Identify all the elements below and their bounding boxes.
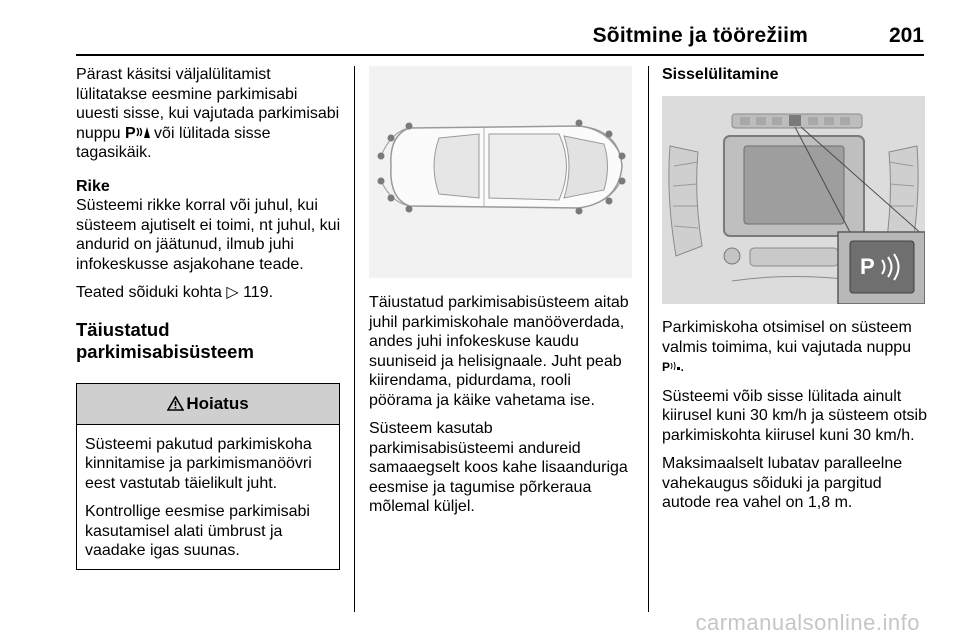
parking-button-icon: P <box>662 360 680 374</box>
text-line: parkimisabisüsteemi andureid <box>369 439 581 457</box>
text-line: juhil parkimiskohale manööverdada, <box>369 313 625 331</box>
column-1 <box>76 65 346 570</box>
text-line: andurid on jäätunud, ilmub juhi <box>76 236 294 253</box>
text-line: süsteem ajutiselt ei toimi, nt juhul, kui <box>76 216 341 234</box>
description-paragraph <box>369 293 637 410</box>
section-heading: Täiustatud parkimisabisüsteem <box>76 318 254 362</box>
text-line: või lülitada sisse <box>149 124 271 142</box>
column-3 <box>662 65 930 95</box>
activation-paragraph: Parkimiskoha otsimisel on süsteem valmis toimima, kui vajutada nuppu P . <box>662 319 912 375</box>
column-divider-1 <box>354 66 355 612</box>
column-2 <box>369 293 637 526</box>
messages-reference <box>76 283 346 303</box>
watermark: carmanualsonline.info <box>695 610 920 635</box>
text-line: valmis toimima, kui vajutada nuppu <box>662 338 912 356</box>
text-line: infokeskusse asjakohane teade. <box>76 255 304 273</box>
column-3-text <box>662 318 930 522</box>
text-line: kinnitamise ja parkimismanöövri <box>85 455 312 472</box>
text-line: samaaegselt koos kahe lisaanduriga <box>369 459 628 476</box>
intro-paragraph <box>76 65 346 163</box>
warning-body <box>77 425 339 569</box>
text-line: nuppu <box>76 124 125 142</box>
parking-assist-icon: P <box>125 125 150 142</box>
distance-paragraph <box>662 454 930 513</box>
parking-button-label: P <box>860 254 875 279</box>
text-line: Süsteemi võib sisse lülitada ainult <box>662 387 902 405</box>
text-line: lülitatakse eesmine parkimisabi <box>76 85 298 103</box>
text-line: Süsteem kasutab <box>369 420 493 437</box>
reference-arrow-icon: ▷ <box>226 284 239 301</box>
text-line: mõlemal küljel. <box>369 498 475 515</box>
activation-heading: Sisselülitamine <box>662 66 779 83</box>
text-line: Süsteemi rikke korral või juhul, kui <box>76 197 318 214</box>
column-divider-2 <box>648 66 649 612</box>
text-line: andes juhi infokeskuse kaudu <box>369 333 579 350</box>
car-sensor-illustration <box>369 66 632 278</box>
text-line: suuniseid ja helisignaale. Juht peab <box>369 352 622 370</box>
warning-title: Hoiatus <box>186 393 249 413</box>
header-title: Sõitmine ja töörežiim <box>592 24 808 47</box>
fault-heading: Rike <box>76 177 110 195</box>
text-line: kiirusel kuni 30 km/h ja süsteem otsib <box>662 407 927 424</box>
text-line: eesmise ja tagumise põrkeraua <box>369 478 592 496</box>
header-rule <box>76 54 924 56</box>
text-line: kasutamisel alati ümbrust ja <box>85 522 283 540</box>
page-reference-link[interactable]: 119. <box>238 284 274 301</box>
page-number: 201 <box>888 24 924 47</box>
text-line: kiirendama, pidurdama, rooli <box>369 372 571 389</box>
text-line: Pärast käsitsi väljalülitamist <box>76 66 271 83</box>
text-line: Parkimiskoha otsimisel on süsteem <box>662 319 912 336</box>
warning-box <box>76 383 340 570</box>
text-line: Kontrollige eesmise parkimisabi <box>85 503 310 520</box>
speed-paragraph <box>662 387 930 446</box>
text-line: Maksimaalselt lubatav paralleelne <box>662 455 903 472</box>
warning-triangle-icon <box>167 396 184 411</box>
text-line: autode rea vahel on 1,8 m. <box>662 494 853 511</box>
warning-header <box>77 384 339 425</box>
text-line: parkimiskohta kiirusel kuni 30 km/h. <box>662 426 915 444</box>
fault-paragraph <box>76 177 346 275</box>
dashboard-button-illustration <box>662 96 925 304</box>
text-line: vahekaugus sõiduki ja pargitud <box>662 474 882 492</box>
text-line: eest vastutab täielikult juht. <box>85 474 278 492</box>
text-line: pöörama ja käike vahetama ise. <box>369 391 595 409</box>
text-line: Teated sõiduki kohta <box>76 284 227 301</box>
text-line: uuesti sisse, kui vajutada parkimisabi <box>76 105 340 122</box>
warning-paragraph-2 <box>85 502 331 561</box>
text-line: Täiustatud parkimisabisüsteem aitab <box>369 294 629 311</box>
warning-paragraph-1 <box>85 435 331 494</box>
text-line: tagasikäik. <box>76 144 152 161</box>
text-line: Süsteemi pakutud parkimiskoha <box>85 435 312 453</box>
text-line: vaadake igas suunas. <box>85 542 240 559</box>
sensors-paragraph <box>369 419 637 517</box>
